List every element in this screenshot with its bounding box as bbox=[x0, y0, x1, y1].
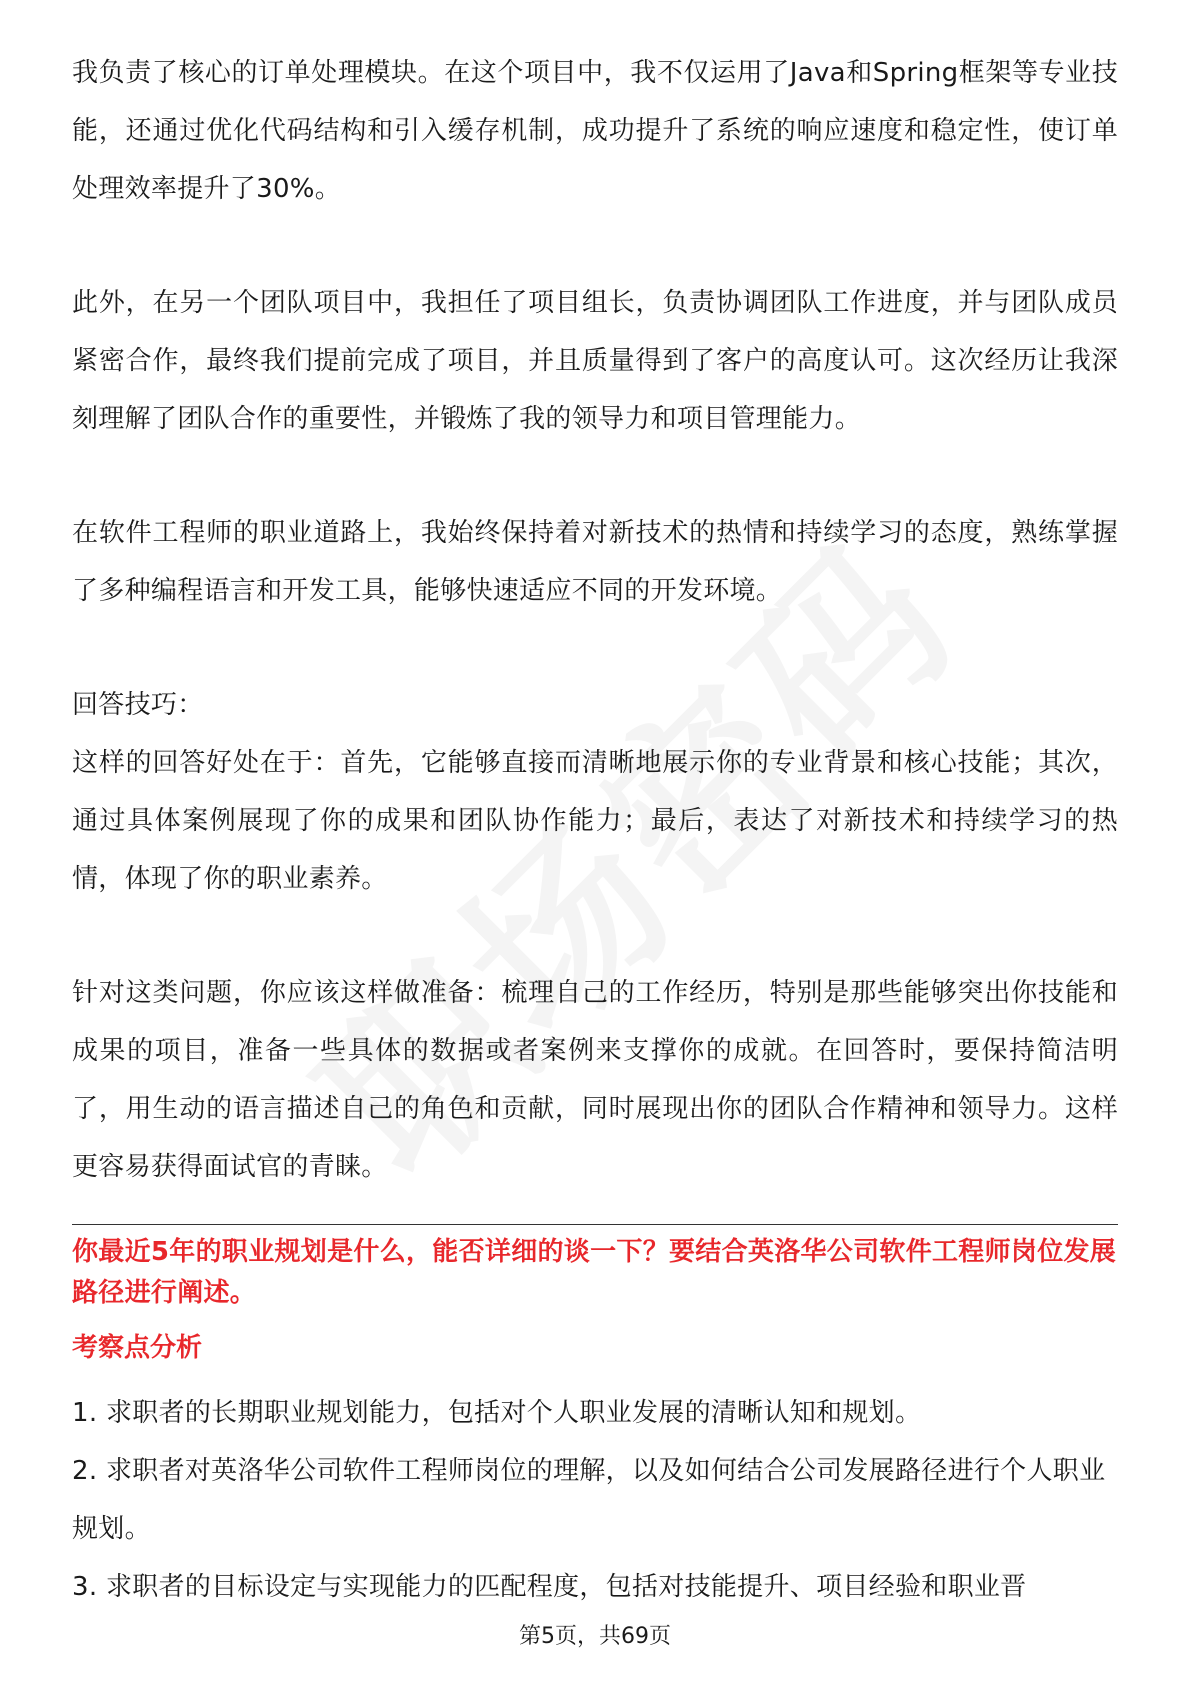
interview-question: 你最近5年的职业规划是什么，能否详细的谈一下？要结合英洛华公司软件工程师岗位发展路径进行阐述。 bbox=[72, 1237, 1117, 1308]
list-item: 3. 求职者的目标设定与实现能力的匹配程度，包括对技能提升、项目经验和职业晋 bbox=[72, 1572, 1027, 1602]
paragraph-career-path: 在软件工程师的职业道路上，我始终保持着对新技术的热情和持续学习的态度，熟练掌握了多种编程语言和开发工具，能够快速适应不同的开发环境。 bbox=[72, 518, 1118, 606]
analysis-list bbox=[72, 1384, 1118, 1616]
analysis-title: 考察点分析 bbox=[72, 1333, 203, 1363]
page-number: 第5页，共69页 bbox=[519, 1624, 671, 1649]
paragraph-preparation: 针对这类问题，你应该这样做准备：梳理自己的工作经历，特别是那些能够突出你技能和成果的项目，准备一些具体的数据或者案例来支撑你的成就。在回答时，要保持简洁明了，用生动的语言描述自己的角色和贡献，同时展现出你的团队合作精神和领导力。这样更容易获得面试官的青睐。 bbox=[72, 978, 1118, 1182]
paragraph-team-project: 此外，在另一个团队项目中，我担任了项目组长，负责协调团队工作进度，并与团队成员紧密合作，最终我们提前完成了项目，并且质量得到了客户的高度认可。这次经历让我深刻理解了团队合作的重要性，并锻炼了我的领导力和项目管理能力。 bbox=[72, 288, 1118, 434]
tips-label: 回答技巧： bbox=[72, 690, 204, 720]
list-item: 1. 求职者的长期职业规划能力，包括对个人职业发展的清晰认知和规划。 bbox=[72, 1398, 922, 1428]
paragraph-tips: 这样的回答好处在于：首先，它能够直接而清晰地展示你的专业背景和核心技能；其次，通过具体案例展现了你的成果和团队协作能力；最后，表达了对新技术和持续学习的热情，体现了你的职业素养。 bbox=[72, 748, 1118, 894]
list-item: 2. 求职者对英洛华公司软件工程师岗位的理解，以及如何结合公司发展路径进行个人职业规划。 bbox=[72, 1456, 1106, 1544]
paragraph-order-module: 我负责了核心的订单处理模块。在这个项目中，我不仅运用了Java和Spring框架等专业技能，还通过优化代码结构和引入缓存机制，成功提升了系统的响应速度和稳定性，使订单处理效率提升了30%。 bbox=[72, 58, 1118, 204]
body-text bbox=[72, 44, 1118, 1196]
section-divider bbox=[72, 1224, 1118, 1225]
